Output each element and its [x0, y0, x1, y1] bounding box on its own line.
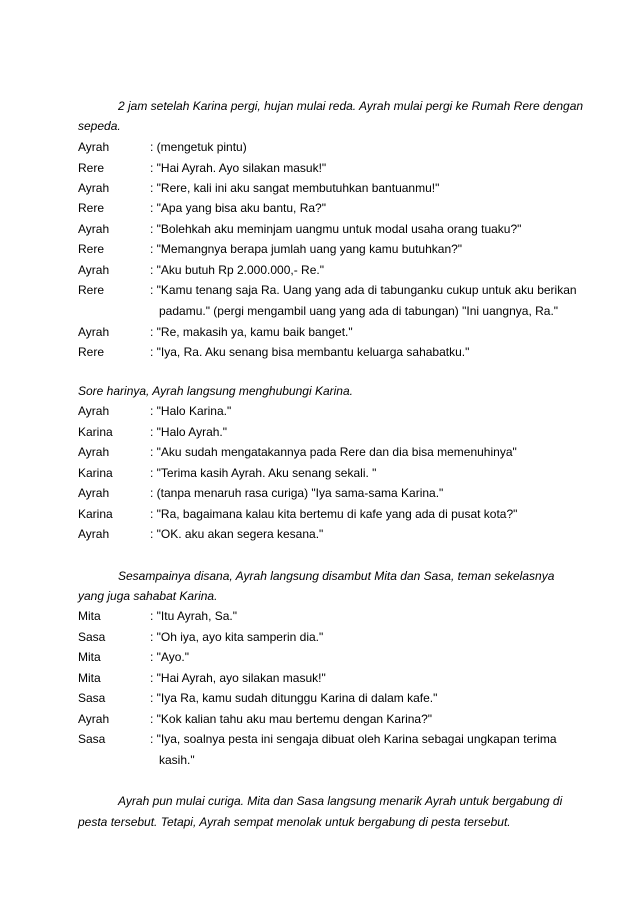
dialog-line: : (tanpa menaruh rasa curiga) "Iya sama-sama Karina.": [150, 486, 444, 500]
speaker-name: Ayrah: [78, 712, 110, 726]
dialog-line: : "Oh iya, ayo kita samperin dia.": [150, 630, 324, 644]
speaker-name: Mita: [78, 650, 101, 664]
narration-line: Ayrah pun mulai curiga. Mita dan Sasa langsung menarik Ayrah untuk bergabung di: [118, 794, 563, 808]
dialog-line: : "Aku butuh Rp 2.000.000,- Re.": [150, 263, 324, 277]
speaker-name: Rere: [78, 201, 105, 215]
dialog-line: : "Apa yang bisa aku bantu, Ra?": [150, 201, 326, 215]
speaker-name: Ayrah: [78, 325, 110, 339]
speaker-name: Ayrah: [78, 181, 110, 195]
dialog-line: : "Itu Ayrah, Sa.": [150, 609, 238, 623]
narration-line: pesta tersebut. Tetapi, Ayrah sempat menolak untuk bergabung di pesta tersebut.: [78, 815, 511, 829]
dialog-line: : "Kok kalian tahu aku mau bertemu dengan Karina?": [150, 712, 433, 726]
speaker-name: Mita: [78, 671, 101, 685]
dialog-line: : "Aku sudah mengatakannya pada Rere dan dia bisa memenuhinya": [150, 445, 517, 459]
dialog-line: : "Terima kasih Ayrah. Aku senang sekali. ": [150, 466, 377, 480]
dialog-line: : "Ra, bagaimana kalau kita bertemu di kafe yang ada di pusat kota?": [150, 507, 518, 521]
dialog-line: : "Iya, soalnya pesta ini sengaja dibuat oleh Karina sebagai ungkapan terima: [150, 732, 557, 746]
speaker-name: Ayrah: [78, 404, 110, 418]
speaker-name: Ayrah: [78, 445, 110, 459]
dialog-line: : "Memangnya berapa jumlah uang yang kamu butuhkan?": [150, 242, 463, 256]
narration-line: Sesampainya disana, Ayrah langsung disambut Mita dan Sasa, teman sekelasnya: [118, 569, 555, 583]
dialog-line: : "Kamu tenang saja Ra. Uang yang ada di tabunganku cukup untuk aku berikan: [150, 283, 577, 297]
speaker-name: Rere: [78, 283, 105, 297]
dialog-line: : "Iya Ra, kamu sudah ditunggu Karina di dalam kafe.": [150, 691, 438, 705]
dialog-line: : "Halo Ayrah.": [150, 425, 228, 439]
speaker-name: Ayrah: [78, 140, 110, 154]
speaker-name: Ayrah: [78, 222, 110, 236]
speaker-name: Sasa: [78, 691, 106, 705]
dialog-line: : "Ayo.": [150, 650, 189, 664]
speaker-name: Karina: [78, 507, 113, 521]
speaker-name: Sasa: [78, 732, 106, 746]
speaker-name: Sasa: [78, 630, 106, 644]
speaker-name: Rere: [78, 161, 105, 175]
dialog-line: : "Rere, kali ini aku sangat membutuhkan bantuanmu!": [150, 181, 440, 195]
dialog-line: : "Hai Ayrah. Ayo silakan masuk!": [150, 161, 327, 175]
speaker-name: Karina: [78, 425, 113, 439]
narration-line: yang juga sahabat Karina.: [78, 589, 218, 603]
dialog-continuation: padamu." (pergi mengambil uang yang ada di tabungan) "Ini uangnya, Ra.": [159, 304, 559, 318]
dialog-continuation: kasih.": [159, 753, 195, 767]
narration-line: sepeda.: [78, 119, 121, 133]
narration-line: 2 jam setelah Karina pergi, hujan mulai reda. Ayrah mulai pergi ke Rumah Rere dengan: [118, 99, 584, 113]
speaker-name: Ayrah: [78, 486, 110, 500]
dialog-line: : "Bolehkah aku meminjam uangmu untuk modal usaha orang tuaku?": [150, 222, 522, 236]
dialog-line: : "OK. aku akan segera kesana.": [150, 527, 324, 541]
speaker-name: Ayrah: [78, 527, 110, 541]
dialog-line: : (mengetuk pintu): [150, 140, 247, 154]
dialog-line: : "Re, makasih ya, kamu baik banget.": [150, 325, 353, 339]
speaker-name: Ayrah: [78, 263, 110, 277]
speaker-name: Mita: [78, 609, 101, 623]
speaker-name: Rere: [78, 242, 105, 256]
dialog-line: : "Hai Ayrah, ayo silakan masuk!": [150, 671, 326, 685]
speaker-name: Rere: [78, 345, 105, 359]
speaker-name: Karina: [78, 466, 113, 480]
dialog-line: : "Iya, Ra. Aku senang bisa membantu keluarga sahabatku.": [150, 345, 470, 359]
narration-line: Sore harinya, Ayrah langsung menghubungi Karina.: [78, 384, 353, 398]
dialog-line: : "Halo Karina.": [150, 404, 232, 418]
